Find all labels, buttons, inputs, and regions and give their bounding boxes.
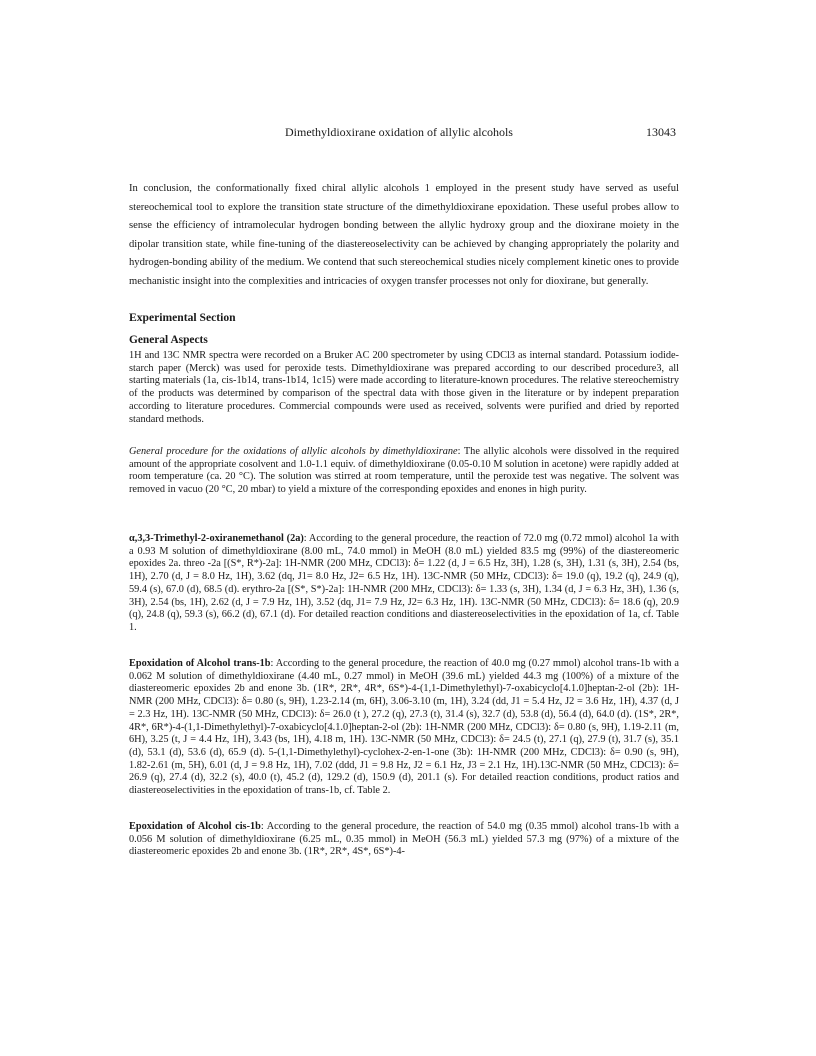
general-procedure-text: The allylic alcohols were dissolved in the required amount of the appropriate cosolvent and 1.0-1.1 equiv. of dimethyldioxirane (0.05-0.10 M solution in acetone) were rapidly added at room temperature (ca. 20 °C). The solution was stirred at room temperature, until the peroxide test was negative. The solvent was removed in vacuo (20 °C, 20 mbar) to yield a mixture of the corresponding epoxides and enones in high purity.	[129, 446, 680, 496]
compound-2a-paragraph: α,3,3-Trimethyl-2-oxiranemethanol (2a): According to the general procedure, the reaction of 72.0 mg (0.72 mmol) alcohol 1a with a 0.93 M solution of dimethyldioxirane (8.00 mL, 74.0 mmol) in MeOH (8.0 mL) yielded 83.5 mg (99%) of the diastereomeric epoxides 2a. threo -2a [(S*, R*)-2a]: 1H-NMR (200 MHz, CDCl3): δ= 1.22 (d, J = 6.5 Hz, 3H), 1.28 (s, 3H), 1.31 (s, 3H), 2.54 (bs, 1H), 2.70 (d, J = 8.0 Hz, 1H), 3.62 (dq, J1= 8.0 Hz, J2= 6.5 Hz, 1H). 13C-NMR (50 MHz, CDCl3): δ= 19.0 (q), 19.2 (q), 24.9 (q), 59.4 (s), 67.0 (d), 68.5 (d). erythro-2a [(S*, S*)-2a]: 1H-NMR (200 MHz, CDCl3): δ= 1.33 (s, 3H), 1.34 (d, J = 6.3 Hz, 3H), 1.36 (s, 3H), 2.54 (bs, 1H), 2.62 (d, J = 7.9 Hz, 1H), 3.52 (dq, J1= 7.9 Hz, J2= 6.3 Hz, 1H). 13C-NMR (50 MHz, CDCl3): δ= 18.6 (q), 20.9 (q), 24.8 (q), 59.3 (s), 66.2 (d), 67.1 (d). For detailed reaction conditions and diastereoselectivities in the epoxidation of 1a, cf. Table 1.	[129, 533, 679, 633]
general-aspects-heading: General Aspects	[129, 334, 208, 346]
general-aspects-paragraph: 1H and 13C NMR spectra were recorded on a Bruker AC 200 spectrometer by using CDCl3 as internal standard. Potassium iodide- starch paper (Merck) was used for peroxide tests. Dimethyldioxirane was prepared according to our described procedure3, all starting materials (1a, cis-1b14, trans-1b14, 1c15) were made according to literature-known procedures. The relative stereochemistry of the products was determined by comparison of the spectral data with those given in the literature or by indepent preparation according to literature procedures. Commercial compounds were used as received, solvents were purified and dried by reported standard methods.	[129, 350, 679, 425]
general-procedure-heading: General procedure for the oxidations of allylic alcohols by dimethyldioxirane	[129, 446, 458, 457]
epoxidation-trans-paragraph: Epoxidation of Alcohol trans-1b: According to the general procedure, the reaction of 40.0 mg (0.27 mmol) alcohol trans-1b with a 0.062 M solution of dimethyldioxirane (4.40 mL, 0.27 mmol) in MeOH (39.6 mL) yielded 44.3 mg (100%) of a mixture of the diastereomeric epoxides 2b and enone 3b. (1R*, 2R*, 4R*, 6S*)-4-(1,1-Dimethylethyl)-7-oxabicyclo[4.1.0]heptan-2-ol (2b): 1H-NMR (200 MHz, CDCl3): δ= 0.80 (s, 9H), 1.23-2.14 (m, 6H), 3.06-3.10 (m, 1H), 3.24 (dd, J1 = 5.4 Hz, J2 = 3.6 Hz, 1H), 4.37 (d, J = 2.3 Hz, 1H). 13C-NMR (50 MHz, CDCl3): δ= 26.0 (t ), 27.2 (q), 27.3 (t), 31.4 (s), 32.7 (d), 53.8 (d), 56.4 (d), 64.0 (d). (1S*, 2R*, 4R*, 6R*)-4-(1,1-Dimethylethyl)-7-oxabicyclo[4.1.0]heptan-2-ol (2b): 1H-NMR (200 MHz, CDCl3): δ= 0.80 (s, 9H), 1.19-2.11 (m, 6H), 3.25 (t, J = 4.4 Hz, 1H), 3.43 (bs, 1H), 4.18 m, 1H). 13C-NMR (50 MHz, CDCl3): δ= 24.5 (t), 27.1 (q), 27.9 (t), 31.7 (s), 35.1 (d), 53.1 (d), 53.6 (d), 65.9 (d). 5-(1,1-Dimethylethyl)-cyclohex-2-en-1-one (3b): 1H-NMR (200 MHz, CDCl3): δ= 0.90 (s, 9H), 1.82-2.61 (m, 5H), 6.01 (d, J = 9.8 Hz, 1H), 7.02 (ddd, J1 = 9.8 Hz, J2 = 6.1 Hz, J3 = 2.1 Hz, 1H).13C-NMR (50 MHz, CDCl3): δ= 26.9 (q), 27.4 (d), 32.2 (s), 40.0 (t), 45.2 (d), 129.2 (d), 150.9 (d), 201.1 (s). For detailed reaction conditions, product ratios and diastereoselectivities in the epoxidation of trans-1b, cf. Table 2.	[129, 658, 679, 797]
epoxidation-cis-heading: Epoxidation of Alcohol cis-1b	[129, 821, 261, 832]
general-procedure-paragraph: General procedure for the oxidations of allylic alcohols by dimethyldioxirane: The allylic alcohols were dissolved in the required amount of the appropriate cosolvent and 1.0-1.1 equiv. of dimethyldioxirane (0.05-0.10 M solution in acetone) were rapidly added at room temperature (ca. 20 °C). The solution was stirred at room temperature, until the peroxide test was negative. The solvent was removed in vacuo (20 °C, 20 mbar) to yield a mixture of the corresponding epoxides and enones in high purity.	[129, 446, 680, 496]
epoxidation-trans-text: According to the general procedure, the reaction of 40.0 mg (0.27 mmol) alcohol trans-1b with a 0.062 M solution of dimethyldioxirane (4.40 mL, 0.27 mmol) in MeOH (39.6 mL) yielded 44.3 mg (100%) of a mixture of the diastereomeric epoxides 2b and enone 3b. (1R*, 2R*, 4R*, 6S*)-4-(1,1-Dimethylethyl)-7-oxabicyclo[4.1.0]heptan-2-ol (2b): 1H-NMR (200 MHz, CDCl3): δ= 0.80 (s, 9H), 1.23-2.14 (m, 6H), 3.06-3.10 (m, 1H), 3.24 (dd, J1 = 5.4 Hz, J2 = 3.6 Hz, 1H), 4.37 (d, J = 2.3 Hz, 1H). 13C-NMR (50 MHz, CDCl3): δ= 26.0 (t ), 27.2 (q), 27.3 (t), 31.4 (s), 32.7 (d), 53.8 (d), 56.4 (d), 64.0 (d). (1S*, 2R*, 4R*, 6R*)-4-(1,1-Dimethylethyl)-7-oxabicyclo[4.1.0]heptan-2-ol (2b): 1H-NMR (200 MHz, CDCl3): δ= 0.80 (s, 9H), 1.19-2.11 (m, 6H), 3.25 (t, J = 4.4 Hz, 1H), 3.43 (bs, 1H), 4.18 m, 1H). 13C-NMR (50 MHz, CDCl3): δ= 24.5 (t), 27.1 (q), 27.9 (t), 31.7 (s), 35.1 (d), 53.1 (d), 53.6 (d), 65.9 (d). 5-(1,1-Dimethylethyl)-cyclohex-2-en-1-one (3b): 1H-NMR (200 MHz, CDCl3): δ= 0.90 (s, 9H), 1.82-2.61 (m, 5H), 6.01 (d, J = 9.8 Hz, 1H), 7.02 (ddd, J1 = 9.8 Hz, J2 = 6.1 Hz, J3 = 2.1 Hz, 1H).13C-NMR (50 MHz, CDCl3): δ= 26.9 (q), 27.4 (d), 32.2 (s), 40.0 (t), 45.2 (d), 129.2 (d), 150.9 (d), 201.1 (s). For detailed reaction conditions, product ratios and diastereoselectivities in the epoxidation of trans-1b, cf. Table 2.	[129, 658, 679, 797]
epoxidation-cis-paragraph: Epoxidation of Alcohol cis-1b: According to the general procedure, the reaction of 54.0 mg (0.35 mmol) alcohol trans-1b with a 0.056 M solution of dimethyldioxirane (6.25 mL, 0.35 mmol) in MeOH (56.3 mL) yielded 57.3 mg (97%) of a mixture of the diastereomeric epoxides 2b and enone 3b. (1R*, 2R*, 4S*, 6S*)-4-	[129, 821, 679, 858]
compound-2a-text: According to the general procedure, the reaction of 72.0 mg (0.72 mmol) alcohol 1a with a 0.93 M solution of dimethyldioxirane (8.00 mL, 74.0 mmol) in MeOH (8.0 mL) yielded 83.5 mg (99%) of the diastereomeric epoxides 2a. threo -2a [(S*, R*)-2a]: 1H-NMR (200 MHz, CDCl3): δ= 1.22 (d, J = 6.5 Hz, 3H), 1.28 (s, 3H), 1.31 (s, 3H), 2.54 (bs, 1H), 2.70 (d, J = 8.0 Hz, 1H), 3.62 (dq, J1= 8.0 Hz, J2= 6.5 Hz, 1H). 13C-NMR (50 MHz, CDCl3): δ= 19.0 (q), 19.2 (q), 24.9 (q), 59.4 (s), 67.0 (d), 68.5 (d). erythro-2a [(S*, S*)-2a]: 1H-NMR (200 MHz, CDCl3): δ= 1.33 (s, 3H), 1.34 (d, J = 6.3 Hz, 3H), 1.36 (s, 3H), 2.54 (bs, 1H), 2.62 (d, J = 7.9 Hz, 1H), 3.52 (dq, J1= 7.9 Hz, J2= 6.3 Hz, 1H). 13C-NMR (50 MHz, CDCl3): δ= 18.6 (q), 20.9 (q), 24.8 (q), 59.3 (s), 66.2 (d), 67.1 (d). For detailed reaction conditions and diastereoselectivities in the epoxidation of 1a, cf. Table 1.	[129, 533, 679, 633]
epoxidation-cis-text: According to the general procedure, the reaction of 54.0 mg (0.35 mmol) alcohol trans-1b with a 0.056 M solution of dimethyldioxirane (6.25 mL, 0.35 mmol) in MeOH (56.3 mL) yielded 57.3 mg (97%) of a mixture of the diastereomeric epoxides 2b and enone 3b. (1R*, 2R*, 4S*, 6S*)-4-	[129, 821, 679, 858]
compound-2a-heading: α,3,3-Trimethyl-2-oxiranemethanol (2a)	[129, 533, 304, 544]
experimental-heading: Experimental Section	[129, 311, 236, 324]
running-title: Dimethyldioxirane oxidation of allylic alcohols	[285, 125, 513, 139]
epoxidation-trans-heading: Epoxidation of Alcohol trans-1b	[129, 658, 271, 669]
running-header	[0, 125, 816, 141]
page-number: 13043	[646, 125, 676, 139]
conclusion-paragraph: In conclusion, the conformationally fixed chiral allylic alcohols 1 employed in the present study have served as useful stereochemical tool to explore the transition state structure of the dimethyldioxirane epoxidation. These useful probes allow to sense the efficiency of intramolecular hydrogen bonding between the allylic hydroxy group and the dioxirane moiety in the dipolar transition state, while fine-tuning of the diastereoselectivity can be achieved by changing appropriately the polarity and hydrogen-bonding ability of the medium. We contend that such stereochemical studies nicely complement kinetic ones to provide mechanistic insight into the complexities and intricacies of oxygen transfer processes not only for dioxirane, but generally.	[129, 183, 679, 287]
